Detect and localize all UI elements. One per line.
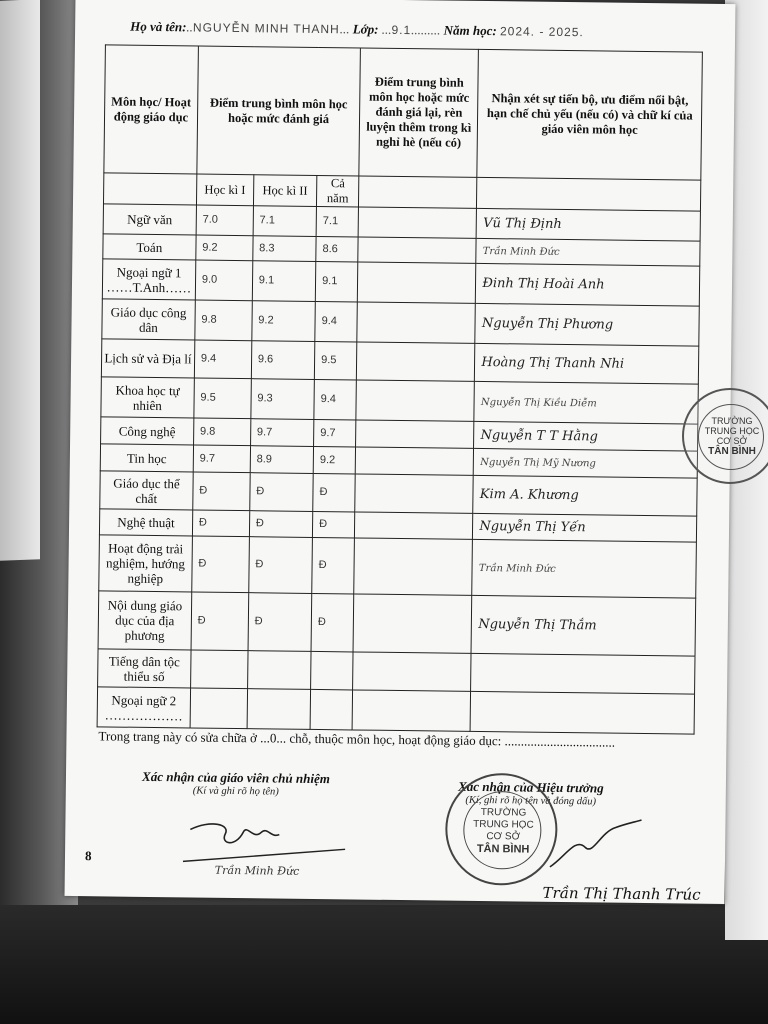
teacher-signature: [473, 513, 697, 542]
stamp-line: TRUNG HỌC: [704, 426, 760, 436]
teacher-signature: [474, 421, 698, 451]
teacher-signature: [474, 381, 698, 424]
score-hk1: 9.0: [195, 260, 252, 301]
teacher-name: Đinh Thị Hoài Anh: [482, 275, 605, 293]
teacher-signature: [470, 691, 694, 734]
year-value: 2024. - 2025.: [499, 24, 584, 40]
score-year: [310, 689, 353, 730]
score-hk2: Đ: [248, 593, 312, 652]
score-hk1: Đ: [193, 472, 250, 511]
teacher-name: Hoàng Thị Thanh Nhi: [481, 354, 625, 372]
retest-cell: [355, 512, 473, 539]
stamp-line: TÂN BÌNH: [476, 842, 530, 856]
class-value: 9.1: [391, 22, 412, 38]
page-number: 8: [84, 848, 92, 864]
score-year: 9.5: [314, 341, 357, 380]
homeroom-signature-icon: [175, 809, 356, 871]
homeroom-subtitle: (Kí và ghi rõ họ tên): [192, 785, 279, 798]
stamp-line: CƠ SỞ: [716, 436, 748, 446]
retest-cell: [354, 538, 473, 595]
teacher-name: Nguyễn T T Hằng: [480, 427, 598, 444]
header-retest: Điểm trung bình môn học hoặc mức đánh giá lại, rèn luyện thêm trong kì nghỉ hè (nếu có): [359, 48, 479, 177]
principal-signature-icon: [545, 817, 646, 878]
score-hk1: 9.8: [193, 418, 250, 446]
retest-cell: [355, 474, 474, 513]
retest-cell: [353, 594, 472, 653]
report-card-page: [65, 0, 736, 904]
score-hk1: 9.5: [194, 378, 251, 419]
corrections-note: Trong trang này có sửa chữa ở ...0... chỗ, thuộc môn học, hoạt động giáo dục: ..................................: [98, 728, 616, 750]
retest-cell: [356, 380, 475, 421]
subject-cell: Tiếng dân tộc thiểu số: [98, 649, 191, 688]
score-hk2: 9.6: [251, 341, 315, 380]
score-hk2: [247, 689, 311, 730]
school-stamp: [445, 773, 558, 886]
header-subject: Môn học/ Hoạt động giáo dục: [104, 45, 198, 174]
student-header: Họ và tên:..NGUYỄN MINH THANH... Lớp: ...9.1......... Năm học: 2024. - 2025.: [130, 18, 584, 40]
score-hk1: [190, 650, 247, 689]
score-hk2: 8.9: [250, 446, 314, 474]
score-hk2: Đ: [250, 473, 314, 512]
subject-cell: Lịch sử và Địa lí: [101, 339, 194, 378]
subject-cell: Công nghệ: [101, 417, 194, 445]
teacher-name: Nguyễn Thị Mỹ Nương: [480, 456, 596, 470]
name-label: Họ và tên:: [130, 18, 187, 35]
score-hk2: 7.1: [253, 206, 317, 237]
score-year: Đ: [313, 473, 356, 512]
score-year: 9.7: [314, 419, 357, 447]
score-year: 7.1: [316, 206, 359, 237]
subheader-year: Cả năm: [317, 175, 360, 207]
score-hk1: [190, 688, 247, 729]
subject-cell: Hoạt động trải nghiệm, hướng nghiệp: [99, 535, 192, 592]
score-year: Đ: [312, 537, 355, 594]
score-year: Đ: [312, 511, 355, 538]
principal-subtitle: (Kí, ghi rõ họ tên và đóng dấu): [465, 794, 597, 808]
score-hk2: 8.3: [253, 236, 317, 262]
teacher-name: Nguyễn Thị Phương: [481, 315, 614, 333]
teacher-name: Nguyễn Thị Thắm: [478, 616, 597, 634]
table-row: [99, 535, 697, 598]
stamp-line: TRƯỜNG: [711, 416, 753, 426]
score-hk2: [247, 651, 311, 690]
teacher-signature: [476, 208, 700, 241]
teacher-name: Trần Minh Đức: [482, 245, 560, 258]
subject-cell: Ngoại ngữ 1 ……T.Anh……: [102, 259, 195, 300]
student-name: NGUYỄN MINH THANH: [192, 20, 340, 37]
score-hk1: 9.2: [196, 235, 253, 261]
score-hk1: 9.7: [193, 445, 250, 473]
score-hk2: Đ: [249, 511, 313, 538]
score-hk1: 7.0: [196, 205, 253, 236]
teacher-signature: [471, 595, 695, 656]
score-hk1: Đ: [191, 592, 249, 651]
teacher-signature: [476, 238, 700, 266]
subheader-empty: [103, 173, 196, 205]
stamp-line: TRƯỜNG: [480, 807, 527, 819]
teacher-name: Trần Minh Đức: [478, 562, 556, 575]
principal-name: Trần Thị Thanh Trúc: [542, 883, 701, 904]
teacher-name: Nguyễn Thị Kiều Diễm: [480, 396, 597, 409]
table-row: [97, 687, 694, 734]
subject-cell: Ngoại ngữ 2 ………………: [97, 687, 190, 728]
homeroom-confirmation: [106, 768, 366, 798]
score-year: [311, 651, 354, 690]
homeroom-title: Xác nhận của giáo viên chủ nhiệm: [141, 768, 330, 787]
teacher-signature: [471, 653, 695, 694]
teacher-signature: [473, 475, 697, 516]
principal-title: Xác nhận của Hiệu trưởng: [458, 778, 604, 796]
teacher-name: Nguyễn Thị Yến: [479, 518, 586, 536]
score-hk2: 9.1: [252, 261, 316, 302]
subheader-comment-empty: [477, 177, 701, 211]
homeroom-teacher-name: Trần Minh Đức: [214, 863, 300, 878]
score-year: Đ: [311, 593, 354, 652]
desk-background-bottom: [0, 905, 768, 1024]
underlying-sheet: [0, 0, 40, 561]
subject-cell: Giáo dục thể chất: [100, 471, 193, 510]
score-hk1: 9.4: [194, 340, 251, 379]
score-hk2: 9.3: [251, 379, 315, 420]
header-comment: Nhận xét sự tiến bộ, ưu điểm nổi bật, hạn chế chủ yếu (nếu có) và chữ kí của giáo viên môn học: [477, 49, 702, 180]
teacher-signature: [475, 303, 699, 346]
score-hk1: Đ: [192, 536, 250, 593]
score-year: 8.6: [316, 236, 358, 262]
subject-cell: Khoa học tự nhiên: [101, 377, 194, 418]
subject-cell: Nghệ thuật: [99, 509, 192, 536]
retest-cell: [355, 447, 473, 475]
score-hk2: Đ: [249, 537, 313, 594]
subject-cell: Toán: [103, 234, 196, 260]
class-label: Lớp:: [352, 21, 379, 37]
teacher-name: Vũ Thị Định: [483, 215, 562, 232]
stamp-line: TÂN BÌNH: [708, 446, 756, 457]
stamp-line: CƠ SỞ: [486, 831, 521, 843]
side-stamp: [682, 388, 768, 484]
retest-cell: [357, 342, 476, 381]
retest-cell: [353, 652, 472, 691]
subheader-hk2: Học kì II: [253, 175, 317, 207]
subject-cell: Giáo dục công dân: [102, 299, 195, 340]
teacher-signature: [476, 263, 700, 306]
score-year: 9.4: [314, 379, 357, 420]
retest-cell: [357, 302, 476, 343]
subheader-hk1: Học kì I: [196, 174, 253, 206]
teacher-signature: [474, 448, 698, 478]
table-row: [98, 591, 696, 656]
score-year: 9.4: [315, 301, 358, 342]
grades-table: [97, 44, 703, 734]
subheader-retest-empty: [359, 176, 477, 208]
score-hk1: 9.8: [195, 300, 252, 341]
stamp-line: TRUNG HỌC: [473, 818, 534, 831]
subject-cell: Nội dung giáo dục của địa phương: [98, 591, 192, 650]
subject-cell: Ngữ văn: [103, 204, 196, 235]
score-year: 9.1: [315, 261, 358, 302]
retest-cell: [352, 690, 471, 731]
retest-cell: [358, 237, 476, 263]
teacher-signature: [472, 539, 696, 598]
subject-cell: Tin học: [100, 444, 193, 472]
retest-cell: [358, 207, 476, 238]
retest-cell: [358, 262, 477, 303]
score-hk1: Đ: [192, 510, 249, 537]
teacher-signature: [475, 343, 699, 384]
header-average: Điểm trung bình môn học hoặc mức đánh giá: [197, 46, 361, 176]
score-year: 9.2: [313, 446, 356, 474]
score-hk2: 9.2: [252, 301, 316, 342]
teacher-name: Kim A. Khương: [479, 486, 579, 504]
retest-cell: [356, 420, 474, 448]
year-label: Năm học:: [443, 22, 497, 39]
score-hk2: 9.7: [250, 419, 314, 447]
